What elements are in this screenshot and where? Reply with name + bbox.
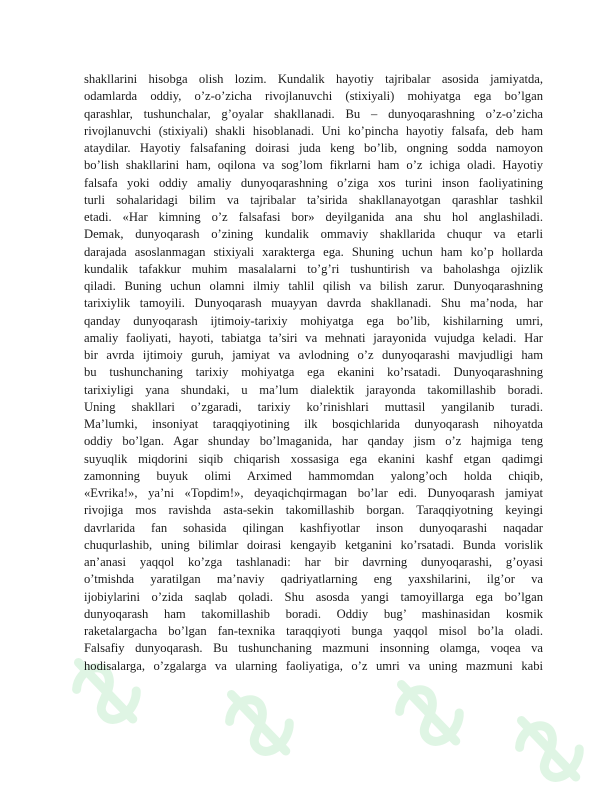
text-line: amaliy faoliyati, hayoti, tabiatga ta’siri va mehnati jarayonida vujudga keladi. Har — [84, 330, 543, 345]
text-line: tarixiylik tamoyili. Dunyoqarash muayyan davrda shakllanadi. Shu ma’noda, har — [84, 296, 543, 311]
text-line: shakllarini hisobga olish lozim. Kundalik hayotiy tajribalar asosida jamiyatda, — [84, 72, 543, 86]
text-line: turli sohalaridagi bilim va tajribalar ta’sirida shakllanayotgan qarashlar tashkil — [84, 192, 543, 207]
text-line: rivojiga mos ravishda asta-sekin takomillashib borgan. Taraqqiyotning keyingi — [84, 503, 543, 518]
text-line: bir avrda ijtimoiy guruh, jamiyat va avlodning o’z dunyoqarashi mavjudligi ham — [84, 348, 543, 362]
text-line: suyuqlik miqdorini siqib chiqarish xossasiga ega ekanini kashf etgan qadimgi — [84, 451, 543, 466]
text-line: Falsafiy dunyoqarash. Bu tushunchaning mazmuni insonning olamga, voqea va — [84, 641, 543, 656]
text-line: bu tushunchaning tarixiy mohiyatga ega ekanini ko’rsatadi. Dunyoqarashning — [84, 365, 543, 380]
text-line: qiladi. Buning uchun olamni ilmiy tahlil qilish va bilish zarur. Dunyoqarashning — [84, 279, 543, 293]
text-line: ijobiylarini o’zida saqlab qoladi. Shu asosda yangi tamoyillarga ega bo’lgan — [84, 589, 543, 604]
watermark-logo-icon — [217, 677, 301, 767]
text-line: rivojlanuvchi (stixiyali) shakli hisoblanadi. Uni ko’pincha hayotiy falsafa, deb ham — [84, 123, 543, 138]
text-line: chuqurlashib, uning bilimlar doirasi kengayib ketganini ko’rsatadi. Bunda vorislik — [84, 537, 543, 552]
text-line: davrlarida fan sohasida qilingan kashfiyotlar inson dunyoqarashi naqadar — [84, 520, 543, 535]
text-line: an’anasi yaqqol ko’zga tashlanadi: har bir davrning dunyoqarashi, g’oyasi — [84, 555, 543, 569]
text-line: odamlarda oddiy, o’z-o’zicha rivojlanuvchi (stixiyali) mohiyatga ega bo’lgan — [84, 89, 543, 104]
text-line: Demak, dunyoqarash o’zining kundalik ommaviy shakllarida chuqur va etarli — [84, 227, 543, 242]
text-line: kundalik tafakkur muhim masalalarni to’g’ri tushuntirish va baholashga ojizlik — [84, 261, 543, 276]
watermark-logo-icon — [507, 703, 591, 792]
text-line: hodisalarga, o’zgalarga va ularning faoliyatiga, o’z umri va uning mazmuni kabi — [84, 658, 543, 673]
text-line: oddiy bo’lgan. Agar shunday bo’lmaganida, har qanday jism o’z hajmiga teng — [84, 434, 543, 449]
text-line: qanday dunyoqarash ijtimoiy-tarixiy mohiyatga ega bo’lib, kishilarning umri, — [84, 313, 543, 328]
text-line: ataydilar. Hayotiy falsafaning doirasi juda keng bo’lib, ongning sodda namoyon — [84, 141, 543, 155]
text-line: Uning shakllari o’zgaradi, tarixiy ko’rinishlari muttasil yangilanib turadi. — [84, 399, 543, 414]
watermark-logo-icon — [387, 667, 471, 757]
text-line: darajada asoslanmagan stixiyali xarakterga ega. Shuning uchun ham ko’p hollarda — [84, 244, 543, 259]
text-line: dunyoqarash ham takomillashib boradi. Oddiy bug’ mashinasidan kosmik — [84, 606, 543, 621]
text-line: etadi. «Har kimning o’z falsafasi bor» deyilganida ana shu hol anglashiladi. — [84, 210, 543, 224]
text-line: qarashlar, tushunchalar, g’oyalar shakllanadi. Bu – dunyoqarashning o’z-o’zicha — [84, 106, 543, 121]
text-line: bo’lish shakllarini ham, oqilona va sog’lom fikrlarni ham o’z ichiga oladi. Hayotiy — [84, 158, 543, 173]
body-text — [84, 71, 543, 675]
text-line: raketalargacha bo’lgan fan-texnika taraqqiyoti bunga yaqqol misol bo’la oladi. — [84, 624, 543, 638]
text-line: «Evrika!», ya’ni «Topdim!», deyaqichqirmagan bo’lar edi. Dunyoqarash jamiyat — [84, 486, 543, 500]
text-line: Ma’lumki, insoniyat taraqqiyotining ilk bosqichlarida dunyoqarash nihoyatda — [84, 417, 543, 431]
text-line: o’tmishda yaratilgan ma’naviy qadriyatlarning eng yaxshilarini, ilg’or va — [84, 572, 543, 587]
text-line: zamonning buyuk olimi Arximed hammomdan yalong’och holda chiqib, — [84, 468, 543, 483]
text-line: tarixiyligi yana shundaki, u ma’lum dialektik jarayonda takomillashib boradi. — [84, 382, 543, 397]
text-line: falsafa yoki oddiy amaliy dunyoqarashning o’ziga xos turini inson faoliyatining — [84, 175, 543, 190]
